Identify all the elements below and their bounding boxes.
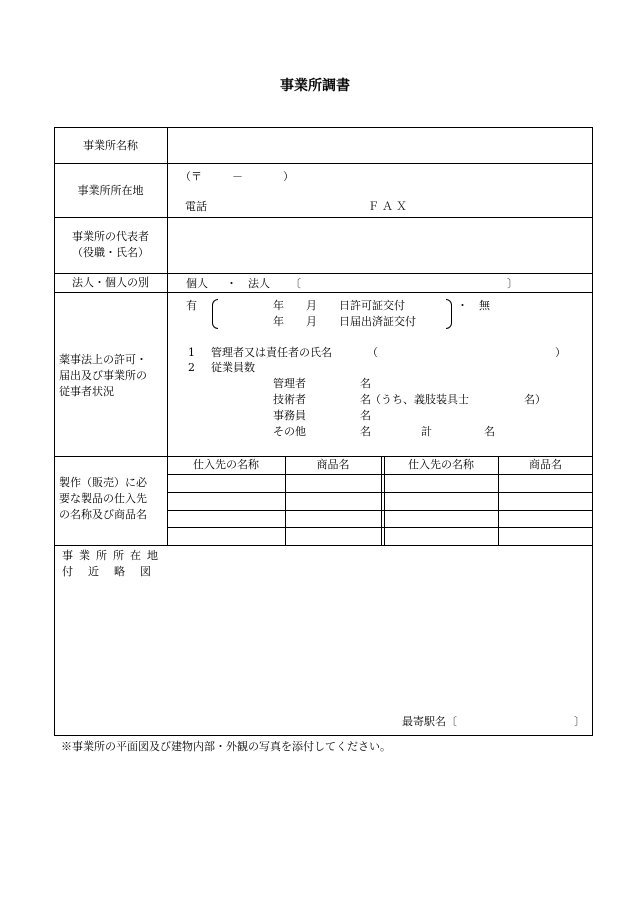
notification-issued-line: 年 月 日届出済証交付 <box>273 315 416 328</box>
nearest-station-close: 〕 <box>574 715 585 728</box>
header-product-name: 商品名 <box>529 458 562 471</box>
manager-name-label: 管理者又は責任者の氏名 <box>211 346 332 359</box>
bracket-open: 〔 <box>290 277 301 290</box>
label-products <box>59 475 165 523</box>
row-divider <box>54 292 593 293</box>
nearest-station-label: 最寄駅名〔 <box>402 715 457 728</box>
label-status-line2: 届出及び事業所の <box>59 369 147 382</box>
postal-dash: － <box>232 170 243 183</box>
right-brace <box>446 299 452 329</box>
map-sketch-area[interactable] <box>170 548 590 708</box>
label-products-line3: の名称及び商品名 <box>59 508 147 521</box>
product-row-divider <box>167 474 593 475</box>
label-office-address: 事業所所在地 <box>77 184 144 197</box>
label-products-line2: 要な製品の仕入先 <box>59 492 147 505</box>
fax-label: ＦＡＸ <box>368 200 410 213</box>
row-divider <box>54 545 593 546</box>
staff-role-clerk: 事務員 <box>273 409 306 422</box>
label-map-line2: 付近略図 <box>62 565 166 578</box>
label-column-divider <box>167 127 168 545</box>
row-divider <box>54 456 593 457</box>
manager-paren-close: ） <box>555 346 566 359</box>
product-row-divider <box>167 510 593 511</box>
item2-number: 2 <box>188 361 195 374</box>
header-product-name: 商品名 <box>316 458 350 471</box>
office-name-field[interactable] <box>170 130 590 160</box>
staff-unit: 名 <box>360 377 371 390</box>
staff-unit: 名 <box>360 393 371 406</box>
label-map-line1: 事業所所在地 <box>62 549 164 562</box>
total-unit: 名 <box>484 425 495 438</box>
row-divider <box>54 163 593 164</box>
row-divider <box>54 273 593 274</box>
label-office-name: 事業所名称 <box>83 139 138 152</box>
label-license-status <box>59 352 165 400</box>
header-supplier-name: 仕入先の名称 <box>193 458 259 471</box>
postal-close: ） <box>283 170 294 183</box>
left-brace <box>212 299 218 329</box>
product-row-divider <box>167 527 593 528</box>
header-supplier-name: 仕入先の名称 <box>408 458 474 471</box>
staff-unit: 名 <box>360 425 371 438</box>
product-row-divider <box>167 492 593 493</box>
footnote: ※事業所の平面図及び建物内部・外観の写真を添付してください。 <box>61 740 391 753</box>
staff-role-manager: 管理者 <box>273 377 306 390</box>
row-divider <box>54 217 593 218</box>
label-representative <box>54 229 167 261</box>
status-yes[interactable]: 有 <box>186 299 197 312</box>
label-entity-type: 法人・個人の別 <box>72 276 149 289</box>
license-issued-line: 年 月 日許可証交付 <box>273 299 405 312</box>
staff-count-label: 従業員数 <box>211 361 255 374</box>
label-products-line1: 製作（販売）に必 <box>59 476 147 489</box>
staff-role-technician: 技術者 <box>273 393 306 406</box>
separator-dot: ・ <box>226 277 237 290</box>
staff-role-other: その他 <box>273 425 306 438</box>
staff-unit: 名 <box>360 409 371 422</box>
bracket-close: 〕 <box>507 277 518 290</box>
product-column-divider <box>381 456 382 545</box>
status-no[interactable]: ・ 無 <box>457 299 490 312</box>
total-label: 計 <box>421 425 432 438</box>
phone-label: 電話 <box>185 200 207 213</box>
item1-number: 1 <box>188 346 195 359</box>
option-individual[interactable]: 個人 <box>186 277 208 290</box>
label-representative-line1: 事業所の代表者 <box>72 230 149 243</box>
form-title: 事業所調書 <box>280 78 350 94</box>
label-status-line3: 従事者状況 <box>59 385 114 398</box>
label-status-line1: 薬事法上の許可・ <box>59 353 147 366</box>
prosthetist-note: （うち、義肢装具士 名） <box>370 393 546 406</box>
postal-prefix: （〒 <box>180 170 202 183</box>
label-representative-line2: （役職・氏名） <box>72 246 149 259</box>
manager-paren-open: （ <box>367 346 378 359</box>
option-corporation[interactable]: 法人 <box>248 277 270 290</box>
